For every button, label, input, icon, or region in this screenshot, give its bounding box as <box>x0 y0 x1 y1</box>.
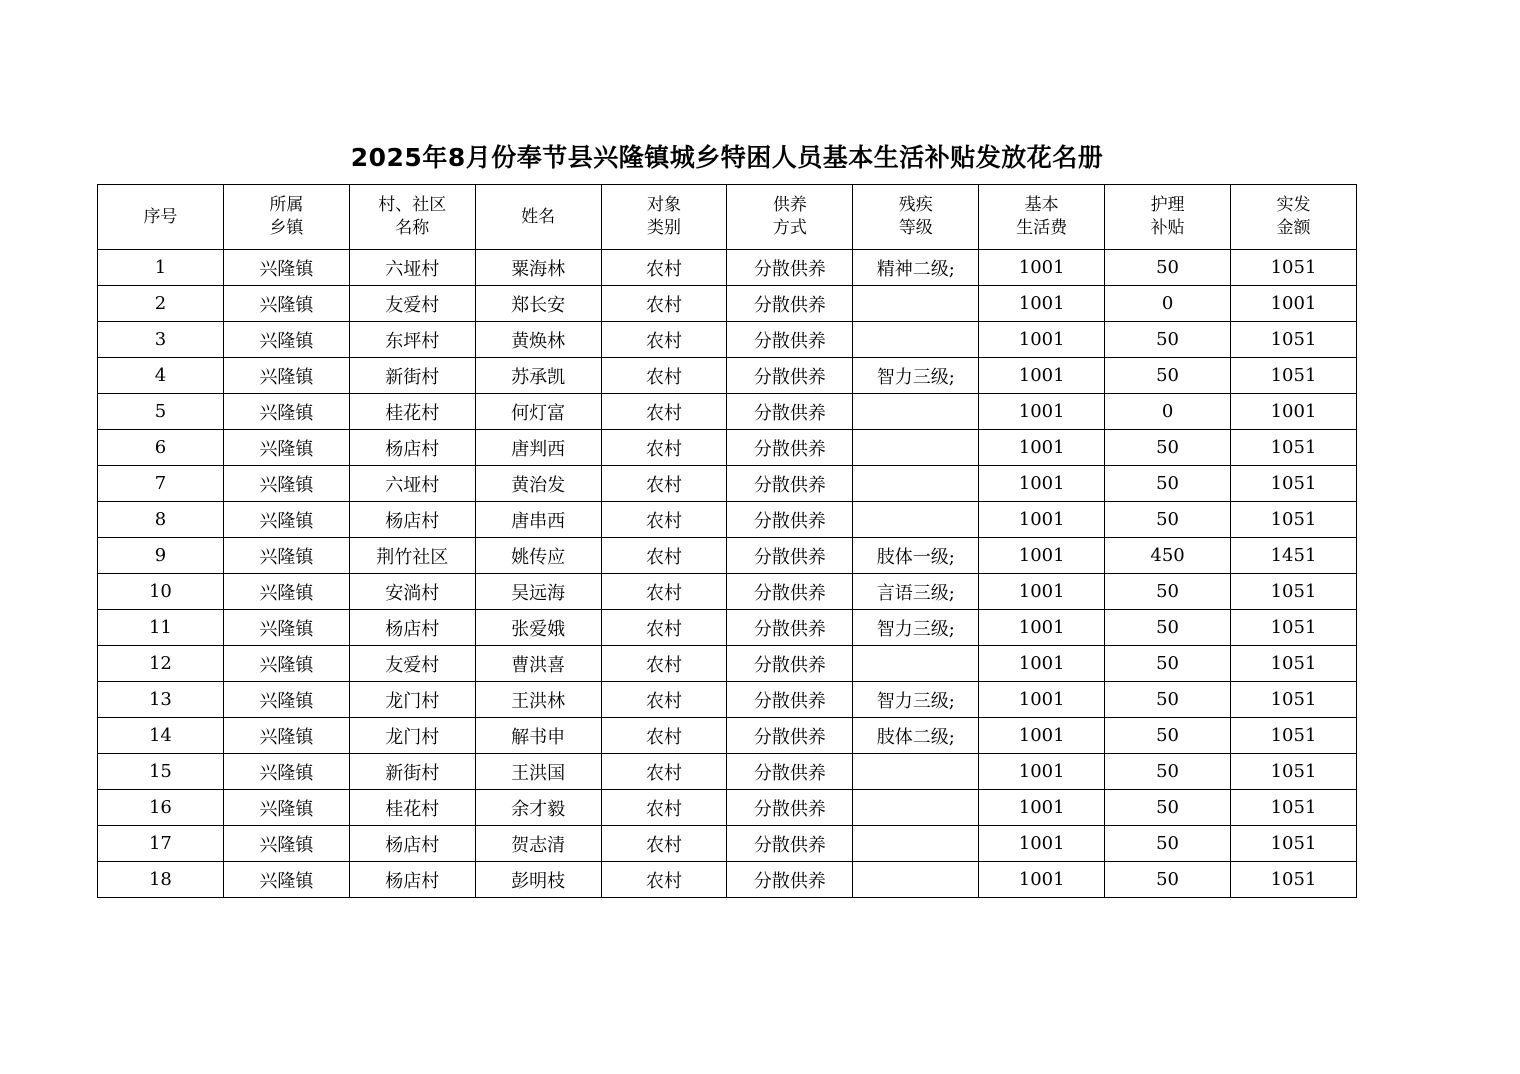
header-label: 名称 <box>395 218 430 238</box>
cell-actual-amount: 1001 <box>1231 286 1357 322</box>
cell-township: 兴隆镇 <box>223 502 349 538</box>
cell-basic-living: 1001 <box>979 250 1105 286</box>
cell-disability-level: 智力三级; <box>853 358 979 394</box>
table-row <box>98 466 1357 502</box>
cell-index: 16 <box>98 790 224 826</box>
header-label: 残疾 <box>898 195 933 215</box>
cell-actual-amount: 1051 <box>1231 430 1357 466</box>
cell-category: 农村 <box>601 538 727 574</box>
header-label: 实发 <box>1276 195 1311 215</box>
cell-actual-amount: 1451 <box>1231 538 1357 574</box>
cell-basic-living: 1001 <box>979 862 1105 898</box>
cell-village: 杨店村 <box>349 862 475 898</box>
cell-township: 兴隆镇 <box>223 610 349 646</box>
cell-name: 唐串西 <box>475 502 601 538</box>
cell-township: 兴隆镇 <box>223 250 349 286</box>
table-row <box>98 610 1357 646</box>
header-label: 对象 <box>647 195 681 215</box>
cell-disability-level: 智力三级; <box>853 682 979 718</box>
cell-basic-living: 1001 <box>979 682 1105 718</box>
table-row <box>98 286 1357 322</box>
header-col-actual-amount <box>1231 185 1357 250</box>
cell-nursing-subsidy: 50 <box>1105 826 1231 862</box>
cell-index: 10 <box>98 574 224 610</box>
cell-index: 14 <box>98 718 224 754</box>
cell-basic-living: 1001 <box>979 286 1105 322</box>
cell-name: 郑长安 <box>475 286 601 322</box>
cell-name: 苏承凯 <box>475 358 601 394</box>
cell-disability-level <box>853 790 979 826</box>
cell-category: 农村 <box>601 430 727 466</box>
cell-name: 解书申 <box>475 718 601 754</box>
cell-name: 贺志清 <box>475 826 601 862</box>
cell-village: 安淌村 <box>349 574 475 610</box>
table-row <box>98 826 1357 862</box>
table-row <box>98 754 1357 790</box>
cell-township: 兴隆镇 <box>223 754 349 790</box>
cell-name: 吴远海 <box>475 574 601 610</box>
cell-disability-level <box>853 322 979 358</box>
cell-category: 农村 <box>601 682 727 718</box>
cell-disability-level <box>853 286 979 322</box>
cell-support-mode: 分散供养 <box>727 682 853 718</box>
table-row <box>98 322 1357 358</box>
cell-village: 桂花村 <box>349 790 475 826</box>
cell-name: 王洪林 <box>475 682 601 718</box>
cell-category: 农村 <box>601 826 727 862</box>
cell-village: 东坪村 <box>349 322 475 358</box>
cell-basic-living: 1001 <box>979 358 1105 394</box>
cell-support-mode: 分散供养 <box>727 754 853 790</box>
header-label: 基本 <box>1024 195 1059 215</box>
cell-support-mode: 分散供养 <box>727 718 853 754</box>
cell-village: 新街村 <box>349 358 475 394</box>
cell-index: 5 <box>98 394 224 430</box>
cell-actual-amount: 1051 <box>1231 826 1357 862</box>
cell-category: 农村 <box>601 754 727 790</box>
cell-category: 农村 <box>601 646 727 682</box>
cell-nursing-subsidy: 50 <box>1105 610 1231 646</box>
cell-actual-amount: 1051 <box>1231 358 1357 394</box>
cell-index: 7 <box>98 466 224 502</box>
cell-actual-amount: 1051 <box>1231 610 1357 646</box>
cell-index: 4 <box>98 358 224 394</box>
cell-village: 杨店村 <box>349 610 475 646</box>
table-row <box>98 538 1357 574</box>
cell-nursing-subsidy: 50 <box>1105 790 1231 826</box>
cell-nursing-subsidy: 450 <box>1105 538 1231 574</box>
table-row <box>98 574 1357 610</box>
cell-actual-amount: 1051 <box>1231 574 1357 610</box>
document-title: 2025年8月份奉节县兴隆镇城乡特困人员基本生活补贴发放花名册 <box>350 143 1104 172</box>
table-row <box>98 430 1357 466</box>
cell-category: 农村 <box>601 250 727 286</box>
cell-support-mode: 分散供养 <box>727 286 853 322</box>
header-col-index <box>98 185 224 250</box>
cell-disability-level: 智力三级; <box>853 610 979 646</box>
header-label: 金额 <box>1276 218 1311 238</box>
table-row <box>98 862 1357 898</box>
header-label: 生活费 <box>1016 218 1068 238</box>
cell-basic-living: 1001 <box>979 826 1105 862</box>
cell-support-mode: 分散供养 <box>727 394 853 430</box>
cell-actual-amount: 1001 <box>1231 394 1357 430</box>
cell-actual-amount: 1051 <box>1231 646 1357 682</box>
cell-nursing-subsidy: 50 <box>1105 502 1231 538</box>
cell-name: 彭明枝 <box>475 862 601 898</box>
cell-category: 农村 <box>601 394 727 430</box>
cell-basic-living: 1001 <box>979 790 1105 826</box>
cell-village: 杨店村 <box>349 502 475 538</box>
cell-basic-living: 1001 <box>979 754 1105 790</box>
cell-nursing-subsidy: 50 <box>1105 754 1231 790</box>
cell-support-mode: 分散供养 <box>727 502 853 538</box>
cell-nursing-subsidy: 50 <box>1105 646 1231 682</box>
cell-actual-amount: 1051 <box>1231 718 1357 754</box>
cell-support-mode: 分散供养 <box>727 790 853 826</box>
header-label: 补贴 <box>1150 218 1185 238</box>
cell-nursing-subsidy: 50 <box>1105 574 1231 610</box>
header-label: 类别 <box>647 218 681 238</box>
cell-support-mode: 分散供养 <box>727 610 853 646</box>
table-row <box>98 790 1357 826</box>
cell-disability-level <box>853 754 979 790</box>
cell-index: 13 <box>98 682 224 718</box>
cell-disability-level: 言语三级; <box>853 574 979 610</box>
cell-disability-level <box>853 826 979 862</box>
cell-township: 兴隆镇 <box>223 790 349 826</box>
header-label: 乡镇 <box>269 218 304 238</box>
cell-support-mode: 分散供养 <box>727 250 853 286</box>
table-row <box>98 682 1357 718</box>
cell-village: 杨店村 <box>349 430 475 466</box>
cell-township: 兴隆镇 <box>223 466 349 502</box>
cell-index: 6 <box>98 430 224 466</box>
cell-nursing-subsidy: 50 <box>1105 430 1231 466</box>
cell-name: 王洪国 <box>475 754 601 790</box>
cell-name: 姚传应 <box>475 538 601 574</box>
cell-basic-living: 1001 <box>979 610 1105 646</box>
cell-township: 兴隆镇 <box>223 358 349 394</box>
cell-township: 兴隆镇 <box>223 718 349 754</box>
cell-basic-living: 1001 <box>979 430 1105 466</box>
cell-basic-living: 1001 <box>979 718 1105 754</box>
cell-category: 农村 <box>601 862 727 898</box>
cell-category: 农村 <box>601 502 727 538</box>
cell-support-mode: 分散供养 <box>727 430 853 466</box>
cell-index: 9 <box>98 538 224 574</box>
cell-village: 龙门村 <box>349 718 475 754</box>
cell-township: 兴隆镇 <box>223 574 349 610</box>
cell-disability-level <box>853 862 979 898</box>
cell-nursing-subsidy: 50 <box>1105 466 1231 502</box>
roster-table <box>97 184 1357 898</box>
cell-village: 友爱村 <box>349 646 475 682</box>
cell-basic-living: 1001 <box>979 322 1105 358</box>
header-col-category <box>601 185 727 250</box>
cell-village: 荆竹社区 <box>349 538 475 574</box>
cell-index: 18 <box>98 862 224 898</box>
cell-township: 兴隆镇 <box>223 394 349 430</box>
cell-category: 农村 <box>601 610 727 646</box>
header-label: 等级 <box>898 218 933 238</box>
table-row <box>98 250 1357 286</box>
cell-disability-level: 肢体二级; <box>853 718 979 754</box>
table-row <box>98 718 1357 754</box>
cell-support-mode: 分散供养 <box>727 862 853 898</box>
cell-nursing-subsidy: 50 <box>1105 322 1231 358</box>
table-row <box>98 394 1357 430</box>
cell-actual-amount: 1051 <box>1231 502 1357 538</box>
cell-actual-amount: 1051 <box>1231 754 1357 790</box>
cell-disability-level: 精神二级; <box>853 250 979 286</box>
cell-index: 15 <box>98 754 224 790</box>
cell-support-mode: 分散供养 <box>727 826 853 862</box>
cell-township: 兴隆镇 <box>223 682 349 718</box>
cell-name: 黄治发 <box>475 466 601 502</box>
cell-actual-amount: 1051 <box>1231 250 1357 286</box>
cell-category: 农村 <box>601 286 727 322</box>
cell-disability-level <box>853 646 979 682</box>
cell-village: 杨店村 <box>349 826 475 862</box>
cell-nursing-subsidy: 0 <box>1105 394 1231 430</box>
cell-village: 龙门村 <box>349 682 475 718</box>
cell-disability-level <box>853 502 979 538</box>
cell-township: 兴隆镇 <box>223 862 349 898</box>
cell-village: 友爱村 <box>349 286 475 322</box>
cell-index: 3 <box>98 322 224 358</box>
cell-index: 1 <box>98 250 224 286</box>
cell-disability-level <box>853 466 979 502</box>
header-label: 护理 <box>1150 195 1185 215</box>
table-body <box>98 250 1357 898</box>
cell-nursing-subsidy: 50 <box>1105 682 1231 718</box>
header-label: 村、社区 <box>378 195 447 215</box>
table-header-row <box>98 185 1357 250</box>
header-col-disability-level <box>853 185 979 250</box>
cell-category: 农村 <box>601 358 727 394</box>
cell-basic-living: 1001 <box>979 466 1105 502</box>
header-col-basic-living <box>979 185 1105 250</box>
cell-support-mode: 分散供养 <box>727 646 853 682</box>
cell-index: 12 <box>98 646 224 682</box>
cell-disability-level: 肢体一级; <box>853 538 979 574</box>
cell-category: 农村 <box>601 466 727 502</box>
header-label: 方式 <box>772 218 807 238</box>
cell-index: 11 <box>98 610 224 646</box>
cell-name: 张爱娥 <box>475 610 601 646</box>
cell-category: 农村 <box>601 322 727 358</box>
cell-support-mode: 分散供养 <box>727 358 853 394</box>
cell-support-mode: 分散供养 <box>727 466 853 502</box>
cell-name: 黄焕林 <box>475 322 601 358</box>
header-label: 所属 <box>269 195 304 215</box>
cell-index: 8 <box>98 502 224 538</box>
cell-basic-living: 1001 <box>979 646 1105 682</box>
cell-nursing-subsidy: 50 <box>1105 718 1231 754</box>
header-col-support-mode <box>727 185 853 250</box>
cell-nursing-subsidy: 50 <box>1105 250 1231 286</box>
cell-name: 唐判西 <box>475 430 601 466</box>
cell-nursing-subsidy: 0 <box>1105 286 1231 322</box>
cell-name: 余才毅 <box>475 790 601 826</box>
cell-actual-amount: 1051 <box>1231 790 1357 826</box>
cell-name: 粟海林 <box>475 250 601 286</box>
cell-basic-living: 1001 <box>979 394 1105 430</box>
header-label: 姓名 <box>521 206 556 227</box>
cell-name: 何灯富 <box>475 394 601 430</box>
cell-support-mode: 分散供养 <box>727 322 853 358</box>
cell-village: 桂花村 <box>349 394 475 430</box>
cell-index: 2 <box>98 286 224 322</box>
cell-village: 六垭村 <box>349 250 475 286</box>
cell-category: 农村 <box>601 718 727 754</box>
cell-nursing-subsidy: 50 <box>1105 358 1231 394</box>
cell-basic-living: 1001 <box>979 538 1105 574</box>
header-label: 供养 <box>772 195 807 215</box>
cell-village: 新街村 <box>349 754 475 790</box>
header-col-name <box>475 185 601 250</box>
header-col-nursing-subsidy <box>1105 185 1231 250</box>
cell-actual-amount: 1051 <box>1231 682 1357 718</box>
cell-disability-level <box>853 430 979 466</box>
cell-township: 兴隆镇 <box>223 286 349 322</box>
cell-basic-living: 1001 <box>979 502 1105 538</box>
table-row <box>98 358 1357 394</box>
cell-basic-living: 1001 <box>979 574 1105 610</box>
cell-township: 兴隆镇 <box>223 322 349 358</box>
table-row <box>98 502 1357 538</box>
cell-disability-level <box>853 394 979 430</box>
cell-category: 农村 <box>601 574 727 610</box>
header-col-township <box>223 185 349 250</box>
cell-township: 兴隆镇 <box>223 646 349 682</box>
cell-support-mode: 分散供养 <box>727 538 853 574</box>
cell-township: 兴隆镇 <box>223 538 349 574</box>
cell-village: 六垭村 <box>349 466 475 502</box>
cell-actual-amount: 1051 <box>1231 466 1357 502</box>
cell-actual-amount: 1051 <box>1231 862 1357 898</box>
cell-township: 兴隆镇 <box>223 826 349 862</box>
cell-nursing-subsidy: 50 <box>1105 862 1231 898</box>
table-row <box>98 646 1357 682</box>
header-col-village <box>349 185 475 250</box>
cell-index: 17 <box>98 826 224 862</box>
cell-support-mode: 分散供养 <box>727 574 853 610</box>
cell-name: 曹洪喜 <box>475 646 601 682</box>
cell-category: 农村 <box>601 790 727 826</box>
header-label: 序号 <box>143 206 178 227</box>
cell-township: 兴隆镇 <box>223 430 349 466</box>
cell-actual-amount: 1051 <box>1231 322 1357 358</box>
